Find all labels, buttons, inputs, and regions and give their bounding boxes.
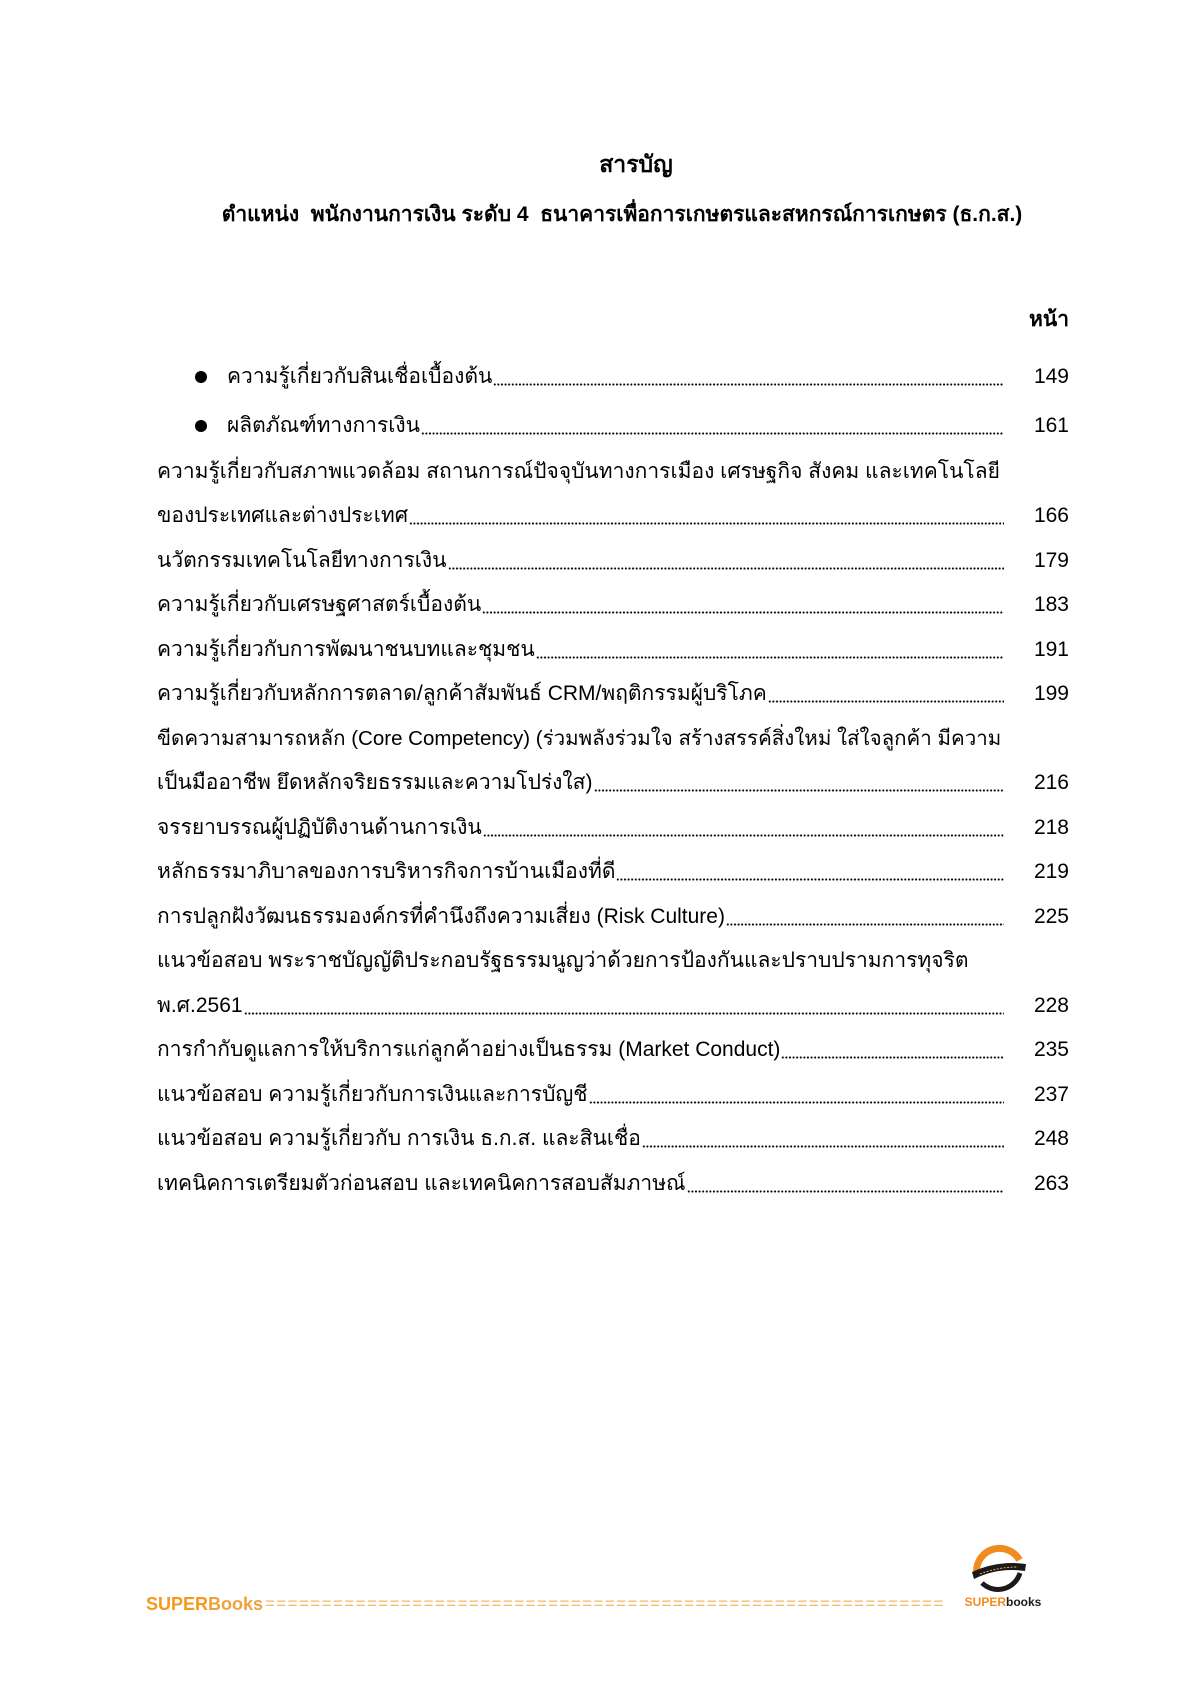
toc-entry-line bbox=[0, 717, 1069, 762]
toc-entry bbox=[0, 1117, 1069, 1162]
toc-page-number: 235 bbox=[1033, 1038, 1069, 1061]
toc-entry bbox=[0, 806, 1069, 851]
dot-leader bbox=[483, 806, 1004, 851]
dot-leader bbox=[616, 850, 1004, 895]
dot-leader bbox=[642, 1117, 1004, 1162]
toc-entry bbox=[0, 1162, 1069, 1207]
toc-entry-title: หลักธรรมาภิบาลของการบริหารกิจการบ้านเมืองที่ดี bbox=[157, 860, 616, 883]
toc-entry-title: การปลูกฝังวัฒนธรรมองค์กรที่คำนึงถึงความเสี่ยง (Risk Culture) bbox=[157, 904, 725, 928]
toc-entry-title: แนวข้อสอบ ความรู้เกี่ยวกับการเงินและการบัญชี bbox=[157, 1082, 588, 1106]
dot-leader bbox=[409, 494, 1004, 539]
toc-entry-title: ความรู้เกี่ยวกับสินเชื่อเบื้องต้น bbox=[227, 365, 493, 388]
toc-entry-title: นวัตกรรมเทคโนโลยีทางการเงิน bbox=[157, 548, 447, 572]
toc-page-number: 216 bbox=[1033, 771, 1069, 794]
toc-entry-title: เทคนิคการเตรียมตัวก่อนสอบ และเทคนิคการสอบสัมภาษณ์ bbox=[157, 1171, 686, 1195]
toc-page-number: 183 bbox=[1033, 593, 1069, 616]
page-title: สารบัญ bbox=[599, 151, 673, 177]
toc-entry-title-continued: ของประเทศและต่างประเทศ bbox=[157, 504, 409, 527]
toc-entry-title-continued: พ.ศ.2561 bbox=[157, 993, 243, 1017]
toc-entry-line bbox=[0, 761, 1069, 806]
dot-leader bbox=[781, 1028, 1004, 1073]
toc-entry bbox=[0, 1028, 1069, 1073]
logo-wordmark-super: SUPER bbox=[964, 1595, 1006, 1609]
toc-entry-title-continued: เป็นมืออาชีพ ยึดหลักจริยธรรมและความโปร่งใส) bbox=[157, 771, 593, 794]
toc-entry-title: ขีดความสามารถหลัก (Core Competency) (ร่วมพลังร่วมใจ สร้างสรรค์สิ่งใหม่ ใส่ใจลูกค้า มีความ bbox=[157, 726, 1002, 750]
dot-leader bbox=[594, 761, 1005, 806]
toc-entry-line bbox=[0, 494, 1069, 539]
dot-leader bbox=[768, 672, 1004, 717]
dot-leader bbox=[687, 1162, 1004, 1207]
logo-wordmark-books: books bbox=[1006, 1595, 1042, 1609]
toc-entry-title: แนวข้อสอบ พระราชบัญญัติประกอบรัฐธรรมนูญว่าด้วยการป้องกันและปราบปรามการทุจริต bbox=[157, 949, 969, 972]
toc-page-number: 199 bbox=[1033, 682, 1069, 705]
dot-leader bbox=[536, 628, 1004, 673]
bullet-icon bbox=[195, 371, 207, 383]
toc-entry bbox=[0, 539, 1069, 584]
dot-leader bbox=[448, 539, 1004, 584]
footer-brand bbox=[146, 1592, 263, 1616]
toc-entry-title: การกำกับดูแลการให้บริการแก่ลูกค้าอย่างเป็นธรรม (Market Conduct) bbox=[157, 1038, 781, 1061]
logo-wordmark bbox=[965, 1595, 1042, 1609]
swirl-logo-icon bbox=[972, 1548, 1026, 1589]
dot-leader bbox=[589, 1073, 1004, 1118]
toc-entry bbox=[0, 355, 1069, 400]
toc-entry bbox=[0, 939, 1190, 1028]
toc-entry-title: ความรู้เกี่ยวกับหลักการตลาด/ลูกค้าสัมพันธ์ CRM/พฤติกรรมผู้บริโภค bbox=[157, 682, 767, 705]
dot-leader bbox=[421, 404, 1004, 449]
toc-entry bbox=[0, 628, 1069, 673]
toc-page-number: 225 bbox=[1033, 904, 1069, 928]
toc-page-number: 263 bbox=[1033, 1171, 1069, 1195]
page-subtitle: ตำแหน่ง พนักงานการเงิน ระดับ 4 ธนาคารเพื่อการเกษตรและสหกรณ์การเกษตร (ธ.ก.ส.) bbox=[221, 203, 1023, 226]
toc-entry-title: ผลิตภัณฑ์ทางการเงิน bbox=[227, 413, 421, 437]
toc-page-number: 219 bbox=[1033, 860, 1069, 883]
toc-entry bbox=[0, 404, 1069, 449]
dot-leader bbox=[244, 984, 1004, 1029]
toc-entry bbox=[0, 717, 1190, 806]
toc-page-number: 237 bbox=[1033, 1082, 1069, 1106]
toc-entry bbox=[0, 672, 1069, 717]
page-column-label: หน้า bbox=[1029, 308, 1069, 331]
toc-entry-title: ความรู้เกี่ยวกับสภาพแวดล้อม สถานการณ์ปัจจุบันทางการเมือง เศรษฐกิจ สังคม และเทคโนโลยี bbox=[157, 459, 1000, 483]
toc-page-number: 149 bbox=[1033, 365, 1069, 388]
toc-entry bbox=[0, 895, 1069, 940]
toc-page-number: 248 bbox=[1033, 1127, 1069, 1150]
toc-page-number: 228 bbox=[1033, 993, 1069, 1017]
toc-entry-title: แนวข้อสอบ ความรู้เกี่ยวกับ การเงิน ธ.ก.ส. และสินเชื่อ bbox=[157, 1127, 641, 1150]
toc-page-number: 161 bbox=[1033, 413, 1069, 437]
footer-rule: ============================================================ bbox=[265, 1594, 945, 1613]
toc-entry bbox=[0, 583, 1069, 628]
toc-page-number: 218 bbox=[1033, 815, 1069, 839]
toc-page-number: 166 bbox=[1033, 504, 1069, 527]
toc-entry-title: ความรู้เกี่ยวกับเศรษฐศาสตร์เบื้องต้น bbox=[157, 593, 482, 616]
dot-leader bbox=[493, 355, 1004, 400]
toc-entry-title: ความรู้เกี่ยวกับการพัฒนาชนบทและชุมชน bbox=[157, 637, 535, 661]
bullet-icon bbox=[195, 420, 207, 432]
toc-page-number: 179 bbox=[1033, 548, 1069, 572]
dot-leader bbox=[726, 895, 1004, 940]
footer-brand-super: SUPER bbox=[146, 1594, 209, 1614]
toc-entry-title: จรรยาบรรณผู้ปฏิบัติงานด้านการเงิน bbox=[157, 815, 482, 839]
toc-entry bbox=[0, 850, 1069, 895]
toc-entry-line bbox=[0, 450, 1069, 495]
footer-brand-books: Books bbox=[208, 1594, 264, 1614]
dot-leader bbox=[482, 583, 1004, 628]
toc-entry-line bbox=[0, 984, 1069, 1029]
toc-entry bbox=[0, 1073, 1069, 1118]
toc-entry-line bbox=[0, 939, 1069, 984]
superbooks-logo bbox=[958, 1536, 1048, 1616]
toc-entry bbox=[0, 450, 1190, 539]
table-of-contents bbox=[0, 355, 1190, 1206]
toc-page-number: 191 bbox=[1033, 637, 1069, 661]
